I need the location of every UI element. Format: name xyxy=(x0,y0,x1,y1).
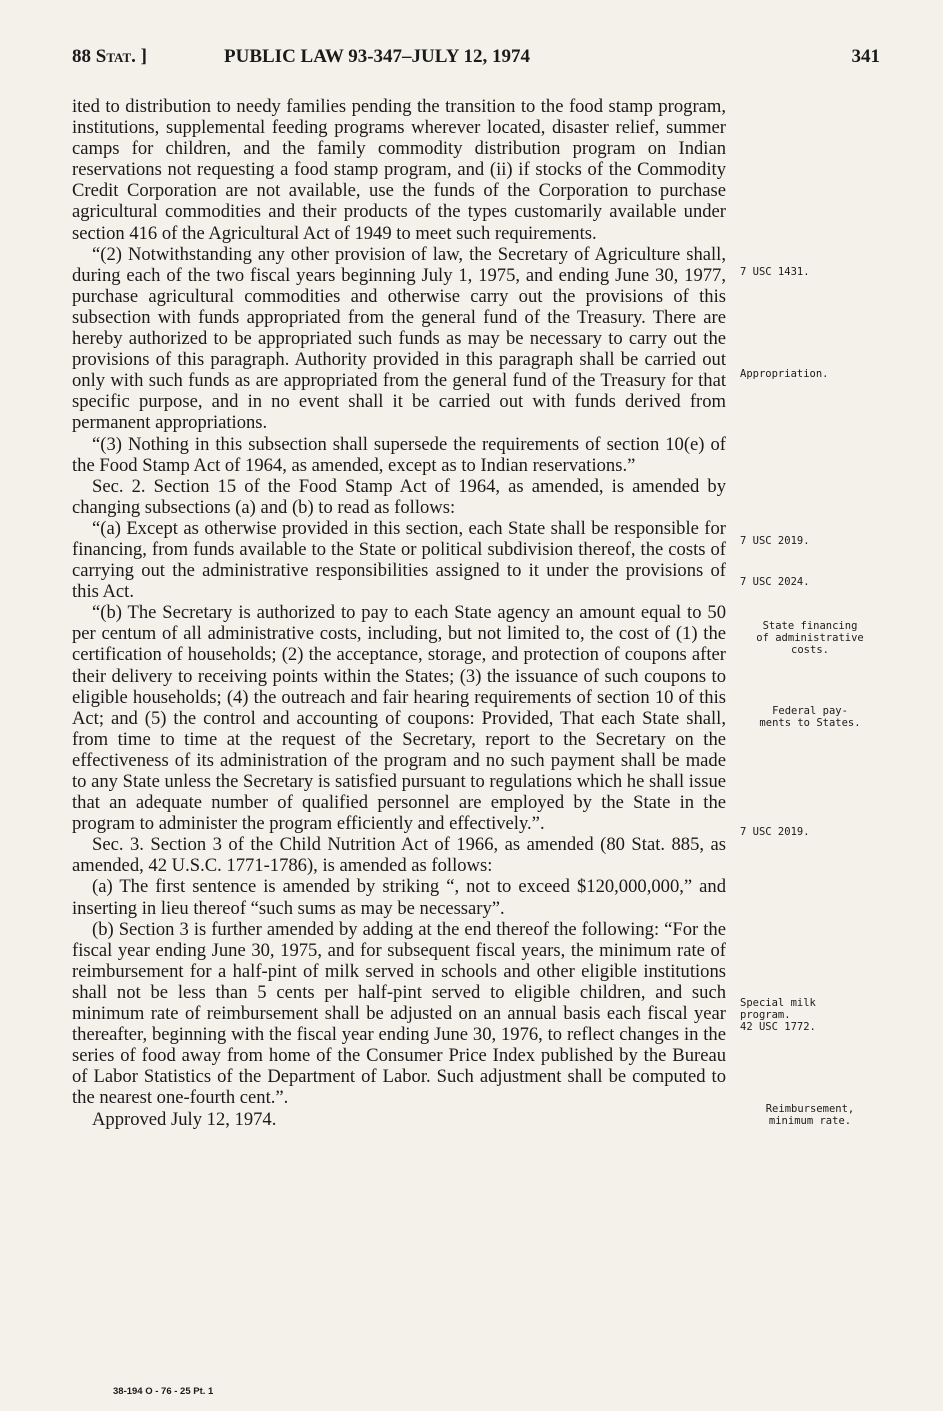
margin-note: 7 USC 2019. xyxy=(740,535,810,547)
paragraph-sec-2-a: “(a) Except as otherwise provided in this section, each State shall be responsible for financing, from funds available to the State or political subdivision thereof, the costs of carrying out the administrative responsibilities assigned to it under the provisions of this Act. xyxy=(72,517,726,603)
paragraph-subsection-3: “(3) Nothing in this subsection shall supersede the requirements of section 10(e) of the Food Stamp Act of 1964, as amended, except as to Indian reservations.” xyxy=(72,433,726,476)
paragraph-sec-3: Sec. 3. Section 3 of the Child Nutrition Act of 1966, as amended (80 Stat. 885, as amended, 42 U.S.C. 1771-1786), is amended as follows: xyxy=(72,834,726,877)
body-text xyxy=(72,96,726,1130)
paragraph-continuation: ited to distribution to needy families pending the transition to the food stamp program, institutions, supplemental feeding programs wherever located, disaster relief, summer camps for children, and the family commodity distribution program on Indian reservations not requesting a food stamp program, and (ii) if stocks of the Commodity Credit Corporation are not available, use the funds of the Corporation to purchase agricultural commodities and their products of the types customarily available under section 416 of the Agricultural Act of 1949 to meet such requirements. xyxy=(72,96,726,244)
paragraph-subsection-2: “(2) Notwithstanding any other provision of law, the Secretary of Agriculture shall, during each of the two fiscal years beginning July 1, 1975, and ending June 30, 1977, purchase agricultural commodities and otherwise carry out the provisions of this subsection with funds appropriated from the general fund of the Treasury. There are hereby authorized to be appropriated such funds as may be necessary to carry out the provisions of this paragraph. Authority provided in this paragraph shall be carried out only with such funds as are appropriated from the general fund of the Treasury for that specific purpose, and in no event shall it be carried out with funds derived from permanent appropriations. xyxy=(72,243,726,434)
paragraph-sec-2-b: “(b) The Secretary is authorized to pay to each State agency an amount equal to 50 per centum of all administrative costs, including, but not limited to, the cost of (1) the certification of households; (2) the acceptance, storage, and protection of coupons after their delivery to receiving points within the States; (3) the issuance of such coupons to eligible households; (4) the outreach and fair hearing requirements of section 10 of this Act; and (5) the control and accounting of coupons: Provided, That each State shall, from time to time at the request of the Secretary, report to the Secretary on the effectiveness of its administration of the program and no such payment shall be made to any State unless the Secretary is satisfied pursuant to regulations which he shall issue that an adequate number of qualified personnel are employed by the State in the program to administer the program efficiently and effectively.”. xyxy=(72,602,726,835)
page-number: 341 xyxy=(851,46,880,67)
margin-note: 7 USC 2019. xyxy=(740,826,810,838)
margin-note: 7 USC 2024. xyxy=(740,576,810,588)
paragraph-sec-3-b: (b) Section 3 is further amended by adding at the end thereof the following: “For the fiscal year ending June 30, 1975, and for subsequent fiscal years, the minimum rate of reimbursement for a half-pint of milk served in schools and other eligible institutions shall not be less than 5 cents per half-pint served to eligible children, and such minimum rate of reimbursement shall be adjusted on an annual basis each fiscal year thereafter, beginning with the fiscal year ending June 30, 1976, to reflect changes in the series of food away from home of the Consumer Price Index published by the Bureau of Labor Statistics of the Department of Labor. Such adjustment shall be computed to the nearest one-fourth cent.”. xyxy=(72,918,726,1109)
margin-note: 7 USC 1431. xyxy=(740,266,810,278)
approval-line: Approved July 12, 1974. xyxy=(92,1108,277,1130)
volume-reference: 88 Stat. ] xyxy=(72,46,147,67)
margin-note: Reimbursement, minimum rate. xyxy=(765,1103,855,1127)
page-header xyxy=(72,46,880,72)
page-title: PUBLIC LAW 93-347–JULY 12, 1974 xyxy=(224,46,530,67)
margin-note: Special milk program. 42 USC 1772. xyxy=(740,997,816,1033)
print-code-footer: 38-194 O - 76 - 25 Pt. 1 xyxy=(113,1386,214,1397)
paragraph-sec-3-a: (a) The first sentence is amended by striking “, not to exceed $120,000,000,” and inserting in lieu thereof “such sums as may be necessary”. xyxy=(72,876,726,919)
margin-note: State financing of administrative costs. xyxy=(756,620,864,656)
margin-note: Appropriation. xyxy=(740,368,829,380)
margin-note: Federal pay- ments to States. xyxy=(759,705,861,729)
paragraph-sec-2: Sec. 2. Section 15 of the Food Stamp Act of 1964, as amended, is amended by changing subsections (a) and (b) to read as follows: xyxy=(72,475,726,518)
